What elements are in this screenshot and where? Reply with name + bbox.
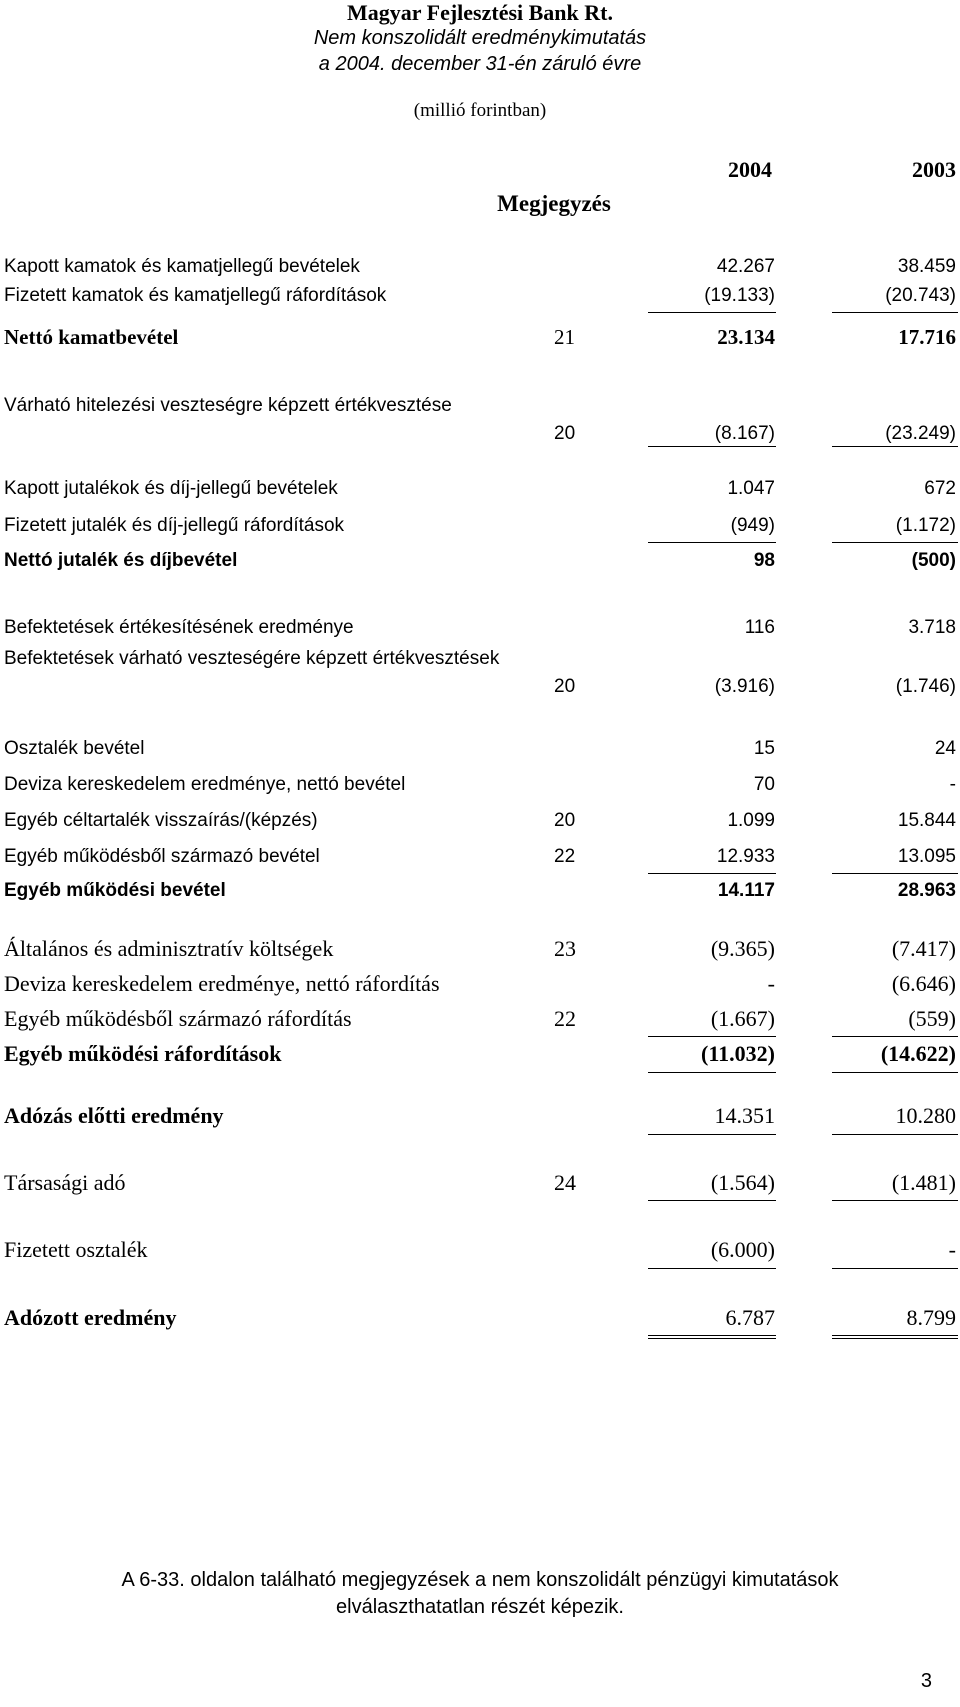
row-label: Fizetett osztalék (4, 1237, 148, 1262)
row-value-2003: (14.622) (880, 1041, 956, 1066)
row-value-2003: 10.280 (895, 1103, 956, 1128)
row-note: 22 (554, 846, 576, 867)
table-row (0, 1101, 960, 1131)
table-row-subtotal (0, 322, 960, 352)
row-label: Deviza kereskedelem eredménye, nettó ráfordítás (4, 971, 440, 996)
subtotal-rule (832, 542, 958, 543)
underline-rule (832, 1200, 958, 1201)
table-row-subtotal (0, 1039, 960, 1069)
underline-rule (832, 446, 958, 447)
row-value-2003: - (948, 1237, 956, 1262)
row-label: Kapott jutalékok és díj-jellegű bevételek (4, 478, 338, 499)
statement-period: a 2004. december 31-én záruló évre (318, 53, 642, 75)
subtotal-rule (832, 873, 958, 874)
underline-rule (832, 1268, 958, 1269)
column-header-note: Megjegyzés (497, 191, 611, 216)
underline-rule (648, 446, 776, 447)
table-row (0, 511, 960, 541)
underline-rule (648, 1268, 776, 1269)
row-label: Befektetések értékesítésének eredménye (4, 617, 354, 638)
row-value-2003: 15.844 (897, 810, 956, 831)
row-value-2003: 24 (934, 738, 956, 759)
underline-rule (648, 1134, 776, 1135)
row-label: Egyéb működésből származó ráfordítás (4, 1006, 352, 1031)
subtotal-rule (648, 873, 776, 874)
table-row (0, 969, 960, 999)
row-value-2004: 15 (753, 738, 775, 759)
row-value-2004: (949) (730, 515, 775, 536)
row-value-2003: (1.746) (895, 676, 956, 697)
row-value-2004: (9.365) (710, 936, 775, 961)
row-value-2004: (1.667) (710, 1006, 775, 1031)
underline-rule (832, 1072, 958, 1073)
row-value-2004: 116 (744, 617, 775, 638)
table-row (0, 934, 960, 964)
row-value-2004: (6.000) (710, 1237, 775, 1262)
subtotal-rule (648, 1036, 776, 1037)
row-value-2004: 1.099 (727, 810, 775, 831)
row-value-2003: (1.481) (891, 1170, 956, 1195)
table-row (0, 1168, 960, 1198)
row-label: Általános és adminisztratív költségek (4, 936, 334, 961)
row-label: Adózás előtti eredmény (4, 1103, 224, 1128)
footer-note-line1: A 6-33. oldalon található megjegyzések a nem konszolidált pénzügyi kimutatások (121, 1569, 839, 1591)
total-double-rule (832, 1335, 958, 1339)
unit-note: (millió forintban) (413, 100, 547, 121)
row-value-2003: 672 (924, 478, 956, 499)
subtotal-rule (832, 312, 958, 313)
row-value-2004: 98 (753, 550, 775, 571)
column-header-2004: 2004 (728, 157, 772, 182)
row-value-2004: 70 (753, 774, 775, 795)
underline-rule (648, 1200, 776, 1201)
row-label: Társasági adó (4, 1170, 126, 1195)
row-note: 20 (554, 676, 576, 697)
table-row-subtotal (0, 876, 960, 906)
table-row (0, 842, 960, 872)
row-value-2003: (1.172) (895, 515, 956, 536)
statement-title: Nem konszolidált eredménykimutatás (313, 27, 647, 49)
row-value-2003: 28.963 (897, 880, 956, 901)
row-value-2004: (1.564) (710, 1170, 775, 1195)
table-row (0, 281, 960, 311)
row-note: 24 (554, 1170, 576, 1195)
row-value-2004: (8.167) (714, 423, 775, 444)
row-value-2003: 17.716 (898, 325, 956, 349)
table-row-subtotal (0, 546, 960, 576)
table-row (0, 770, 960, 800)
row-value-2003: (23.249) (885, 423, 956, 444)
subtotal-rule (648, 312, 776, 313)
row-label: Egyéb működési ráfordítások (4, 1041, 282, 1066)
total-double-rule (648, 1335, 776, 1339)
column-header-2003: 2003 (912, 157, 956, 182)
row-value-2003: 13.095 (897, 846, 956, 867)
row-value-2004: 42.267 (716, 256, 775, 277)
row-label: Adózott eredmény (4, 1305, 177, 1330)
row-note: 22 (554, 1006, 576, 1031)
row-value-2003: (500) (911, 550, 956, 571)
row-value-2004: - (767, 971, 775, 996)
table-row (0, 806, 960, 836)
row-note: 20 (554, 423, 576, 444)
row-value-2004: (3.916) (714, 676, 775, 697)
table-row (0, 252, 960, 282)
table-row (0, 613, 960, 643)
row-value-2004: 12.933 (716, 846, 775, 867)
row-label: Kapott kamatok és kamatjellegű bevételek (4, 256, 360, 277)
subtotal-rule (648, 542, 776, 543)
row-value-2003: 8.799 (906, 1305, 956, 1330)
row-label: Nettó jutalék és díjbevétel (4, 550, 238, 571)
underline-rule (648, 1072, 776, 1073)
row-label: Deviza kereskedelem eredménye, nettó bevétel (4, 774, 406, 795)
row-label: Egyéb működésből származó bevétel (4, 846, 320, 867)
row-value-2004: 14.351 (714, 1103, 775, 1128)
row-note: 21 (554, 325, 575, 349)
row-value-2004: 1.047 (727, 478, 775, 499)
table-row (0, 1004, 960, 1034)
row-value-2004: (19.133) (704, 285, 775, 306)
subtotal-rule (832, 1036, 958, 1037)
row-value-2004: 14.117 (717, 880, 775, 901)
row-value-2004: (11.032) (701, 1041, 775, 1066)
row-value-2003: (559) (908, 1006, 956, 1031)
table-row (0, 734, 960, 764)
page-number: 3 (920, 1670, 932, 1692)
row-label: Egyéb céltartalék visszaírás/(képzés) (4, 810, 318, 831)
row-value-2003: (7.417) (891, 936, 956, 961)
underline-rule (832, 1134, 958, 1135)
row-value-2003: - (949, 774, 956, 795)
company-name: Magyar Fejlesztési Bank Rt. (347, 0, 613, 25)
row-value-2003: 3.718 (908, 617, 956, 638)
row-label: Egyéb működési bevétel (4, 880, 226, 901)
row-value-2004: 6.787 (725, 1305, 775, 1330)
row-label: Fizetett jutalék és díj-jellegű ráfordítások (4, 515, 345, 536)
row-value-2004: 23.134 (717, 325, 775, 349)
row-label: Várható hitelezési veszteségre képzett értékvesztése (4, 395, 452, 416)
row-label: Osztalék bevétel (4, 738, 145, 759)
row-value-2003: 38.459 (897, 256, 956, 277)
row-value-2003: (20.743) (885, 285, 956, 306)
row-note: 20 (554, 810, 576, 831)
table-row (0, 474, 960, 504)
table-row (0, 646, 960, 702)
row-value-2003: (6.646) (891, 971, 956, 996)
row-note: 23 (554, 936, 576, 961)
table-row-total (0, 1303, 960, 1333)
row-label: Nettó kamatbevétel (4, 325, 179, 349)
row-label: Befektetések várható veszteségére képzett értékvesztések (4, 648, 500, 669)
footer-note-line2: elválaszthatatlan részét képezik. (336, 1596, 624, 1618)
row-label: Fizetett kamatok és kamatjellegű ráfordítások (4, 285, 387, 306)
table-row (0, 393, 960, 449)
table-row (0, 1235, 960, 1265)
